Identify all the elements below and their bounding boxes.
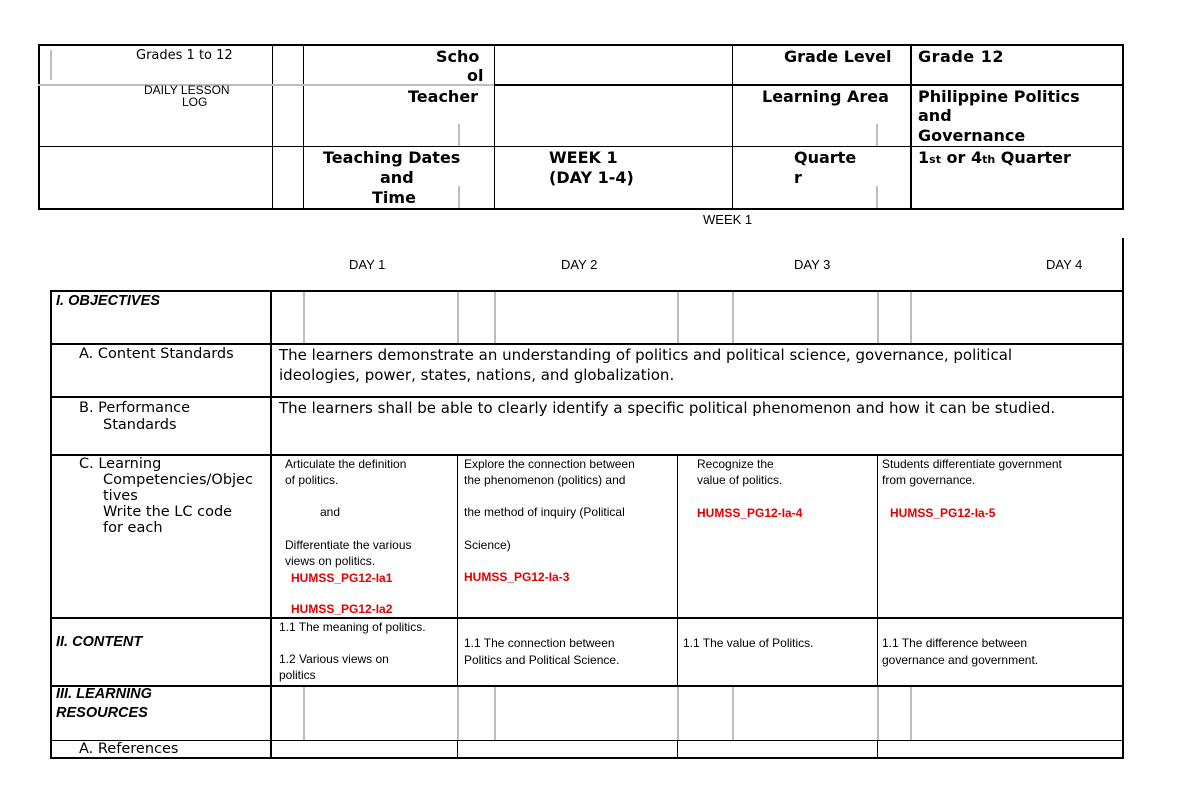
learning-area-label: Learning Area: [762, 87, 889, 106]
day3-competency-line2: value of politics.: [697, 473, 783, 487]
day3-lc-code: HUMSS_PG12-Ia-4: [697, 506, 803, 520]
school-label-2: ol: [467, 66, 484, 85]
performance-text: The learners shall be able to clearly identify a specific political phenomenon and how it can be studied.: [279, 399, 1056, 417]
teacher-label: Teacher: [408, 87, 479, 106]
day3-competency-line1: Recognize the: [697, 457, 774, 471]
performance-label-1: B. Performance: [79, 400, 191, 416]
week-title: WEEK 1: [703, 212, 753, 227]
lc-label-2: Competencies/Objec: [103, 472, 253, 488]
quarter-label-1: Quarte: [794, 148, 857, 167]
day4-lc-code: HUMSS_PG12-Ia-5: [890, 506, 996, 520]
day1-lc-code-1: HUMSS_PG12-Ia1: [291, 571, 393, 585]
day-2-header: DAY 2: [561, 257, 598, 272]
day-4-header: DAY 4: [1046, 257, 1083, 272]
teaching-dates-label-1: Teaching Dates: [323, 148, 461, 167]
content-standards-text-2: ideologies, power, states, nations, and globalization.: [279, 366, 675, 384]
day1-content-2a: 1.2 Various views on: [279, 652, 389, 666]
day2-content-2: Politics and Political Science.: [464, 653, 620, 667]
teaching-dates-label-3: Time: [372, 188, 416, 207]
learning-area-value-1[interactable]: Philippine Politics: [918, 87, 1080, 106]
grades-label: Grades 1 to 12: [136, 48, 233, 63]
lc-label-1: C. Learning: [79, 456, 162, 472]
quarter-value[interactable]: 1st or 4th Quarter: [918, 148, 1071, 167]
lc-label-3: tives: [103, 488, 138, 504]
content-standards-text-1: The learners demonstrate an understanding of politics and political science, governance, political: [279, 346, 1013, 364]
resources-heading-1: III. LEARNING: [56, 686, 152, 702]
day4-content-1: 1.1 The difference between: [882, 636, 1027, 650]
dll-label-line1: DAILY LESSON: [144, 83, 230, 97]
day4-competency-line2: from governance.: [882, 473, 976, 487]
grade-level-label: Grade Level: [784, 47, 892, 66]
day4-competency-line1: Students differentiate government: [882, 457, 1062, 471]
day2-competency-line3: the method of inquiry (Political: [464, 505, 625, 519]
week-value-1[interactable]: WEEK 1: [549, 148, 618, 167]
day1-competency-line3: Differentiate the various: [285, 538, 412, 552]
quarter-label-2: r: [794, 168, 802, 187]
teaching-dates-label-2: and: [380, 168, 414, 187]
day1-competency-line2: of politics.: [285, 473, 339, 487]
day2-lc-code: HUMSS_PG12-Ia-3: [464, 570, 570, 584]
day3-content-1: 1.1 The value of Politics.: [683, 636, 814, 650]
school-label-1: Scho: [436, 47, 480, 66]
day2-competency-line2: the phenomenon (politics) and: [464, 473, 626, 487]
grade-level-value[interactable]: Grade 12: [918, 47, 1004, 66]
day4-content-2: governance and government.: [882, 653, 1039, 667]
content-heading: II. CONTENT: [56, 634, 143, 650]
day1-competency-line1: Articulate the definition: [285, 457, 407, 471]
objectives-heading: I. OBJECTIVES: [56, 293, 160, 309]
content-standards-label: A. Content Standards: [79, 346, 234, 362]
week-value-2: (DAY 1-4): [549, 168, 634, 187]
dll-label-line2: LOG: [182, 95, 208, 109]
day1-lc-code-2: HUMSS_PG12-Ia2: [291, 602, 393, 616]
resources-heading-2: RESOURCES: [56, 705, 148, 721]
day2-competency-line1: Explore the connection between: [464, 457, 635, 471]
references-label: A. References: [79, 741, 179, 757]
day1-competency-line4: views on politics.: [285, 554, 376, 568]
day-1-header: DAY 1: [349, 257, 386, 272]
learning-area-value-2: and: [918, 106, 952, 125]
lc-label-5: for each: [103, 520, 163, 536]
day1-competency-and: and: [320, 505, 341, 519]
learning-area-value-3: Governance: [918, 126, 1026, 145]
day1-content-1: 1.1 The meaning of politics.: [279, 620, 426, 634]
day-3-header: DAY 3: [794, 257, 831, 272]
performance-label-2: Standards: [103, 417, 177, 433]
day2-competency-line4: Science): [464, 538, 511, 552]
day1-content-2b: politics: [279, 668, 316, 682]
day2-content-1: 1.1 The connection between: [464, 636, 615, 650]
lc-label-4: Write the LC code: [103, 504, 233, 520]
